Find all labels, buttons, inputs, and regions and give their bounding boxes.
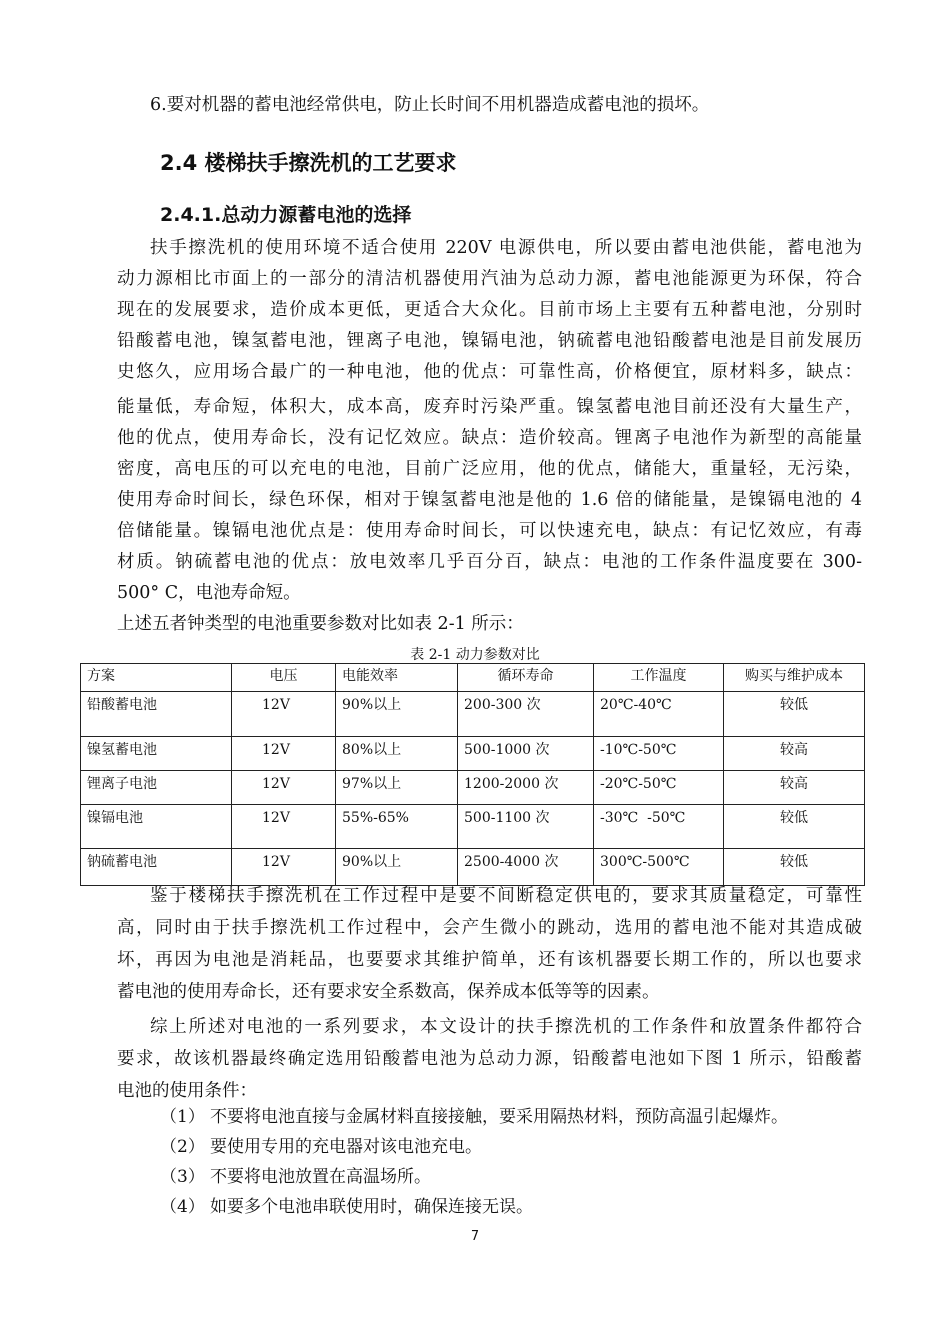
list-item-number: （2）	[160, 1137, 205, 1157]
table-cell: 90%以上	[336, 849, 458, 886]
paragraph-line: 能量低，寿命短，体积大，成本高，废弃时污染严重。镍氢蓄电池目前还没有大量生产，	[117, 397, 862, 417]
table-cell: 较低	[724, 692, 865, 737]
table-cell: -30℃ -50℃	[594, 805, 724, 849]
list-item-number: （1）	[160, 1107, 205, 1127]
table-row	[81, 849, 865, 886]
table-intro: 上述五者钟类型的电池重要参数对比如表 2-1 所示：	[117, 614, 524, 634]
table-cell: 镍氢蓄电池	[81, 737, 232, 771]
paragraph-line: 500° C，电池寿命短。	[117, 583, 301, 603]
paragraph-line: 他的优点，使用寿命长，没有记忆效应。缺点：造价较高。锂离子电池作为新型的高能量	[117, 428, 862, 448]
paragraph-line: 现在的发展要求，造价成本更低，更适合大众化。目前市场上主要有五种蓄电池，分别时	[117, 300, 862, 320]
paragraph-line: 密度，高电压的可以充电的电池，目前广泛应用，他的优点，储能大，重量轻，无污染，	[117, 459, 862, 479]
table-cell: 500-1000 次	[458, 737, 594, 771]
header-cycle-life: 循环寿命	[458, 664, 594, 692]
table-cell: 较低	[724, 849, 865, 886]
paragraph-line: 材质。钠硫蓄电池的优点：放电效率几乎百分百，缺点：电池的工作条件温度要在 300-	[117, 552, 862, 572]
paragraph-line: 倍储能量。镍镉电池优点是：使用寿命时间长，可以快速充电，缺点：有记忆效应，有毒	[117, 521, 862, 541]
paragraph-line: 坏，再因为电池是消耗品，也要要求其维护简单，还有该机器要长期工作的，所以也要求	[117, 950, 862, 970]
table-cell: -10℃-50℃	[594, 737, 724, 771]
table-cell: 12V	[232, 805, 336, 849]
page-number: 7	[470, 1229, 480, 1244]
table-cell: 12V	[232, 737, 336, 771]
table-row	[81, 805, 865, 849]
table-cell: 锂离子电池	[81, 771, 232, 805]
table-cell: 12V	[232, 771, 336, 805]
paragraph-line: 综上所述对电池的一系列要求，本文设计的扶手擦洗机的工作条件和放置条件都符合	[150, 1017, 862, 1037]
table-cell: 较高	[724, 771, 865, 805]
top-line: 6.要对机器的蓄电池经常供电，防止长时间不用机器造成蓄电池的损坏。	[150, 95, 710, 115]
list-item-number: （4）	[160, 1197, 205, 1217]
table-row	[81, 737, 865, 771]
table-cell: 铅酸蓄电池	[81, 692, 232, 737]
paragraph-line: 铅酸蓄电池，镍氢蓄电池，锂离子电池，镍镉电池，钠硫蓄电池铅酸蓄电池是目前发展历	[117, 331, 862, 351]
table-cell: 200-300 次	[458, 692, 594, 737]
table-cell: 镍镉电池	[81, 805, 232, 849]
table-row	[81, 771, 865, 805]
header-efficiency: 电能效率	[336, 664, 458, 692]
list-item-text: 要使用专用的充电器对该电池充电。	[210, 1137, 482, 1157]
list-item	[160, 1192, 533, 1222]
section-heading-2-4: 2.4 楼梯扶手擦洗机的工艺要求	[160, 151, 457, 175]
paragraph-line: 电池的使用条件：	[117, 1081, 257, 1101]
paragraph-line: 史悠久，应用场合最广的一种电池，他的优点：可靠性高，价格便宜，原材料多，缺点：	[117, 362, 862, 382]
table-cell: 1200-2000 次	[458, 771, 594, 805]
list-item-text: 如要多个电池串联使用时，确保连接无误。	[210, 1197, 533, 1217]
table-cell: 500-1100 次	[458, 805, 594, 849]
table-cell: 90%以上	[336, 692, 458, 737]
table-cell: 2500-4000 次	[458, 849, 594, 886]
table-cell: 12V	[232, 692, 336, 737]
list-item	[160, 1162, 431, 1192]
table-cell: 较高	[724, 737, 865, 771]
table-cell: 97%以上	[336, 771, 458, 805]
paragraph-line: 扶手擦洗机的使用环境不适合使用 220V 电源供电，所以要由蓄电池供能，蓄电池为	[150, 238, 862, 258]
list-item	[160, 1102, 788, 1132]
battery-parameters-table	[80, 663, 865, 886]
list-item	[160, 1132, 482, 1162]
section-heading-2-4-1: 2.4.1.总动力源蓄电池的选择	[160, 204, 412, 226]
table-caption: 表 2-1 动力参数对比	[410, 647, 540, 663]
header-temperature: 工作温度	[594, 664, 724, 692]
header-scheme: 方案	[81, 664, 232, 692]
table-row	[81, 692, 865, 737]
table-cell: 12V	[232, 849, 336, 886]
header-cost: 购买与维护成本	[724, 664, 865, 692]
table-cell: 300℃-500℃	[594, 849, 724, 886]
list-item-text: 不要将电池直接与金属材料直接接触，要采用隔热材料，预防高温引起爆炸。	[210, 1107, 788, 1127]
list-item-number: （3）	[160, 1167, 205, 1187]
paragraph-line: 动力源相比市面上的一部分的清洁机器使用汽油为总动力源，蓄电池能源更为环保，符合	[117, 269, 862, 289]
table-cell: 20℃-40℃	[594, 692, 724, 737]
paragraph-line: 蓄电池的使用寿命长，还有要求安全系数高，保养成本低等等的因素。	[117, 982, 660, 1002]
table-cell: 较低	[724, 805, 865, 849]
header-voltage: 电压	[232, 664, 336, 692]
table-cell: -20℃-50℃	[594, 771, 724, 805]
table-cell: 55%-65%	[336, 805, 458, 849]
table-cell: 钠硫蓄电池	[81, 849, 232, 886]
paragraph-line: 高，同时由于扶手擦洗机工作过程中，会产生微小的跳动，选用的蓄电池不能对其造成破	[117, 918, 862, 938]
paragraph-line: 要求，故该机器最终确定选用铅酸蓄电池为总动力源，铅酸蓄电池如下图 1 所示，铅酸蓄	[117, 1049, 862, 1069]
paragraph-line: 鉴于楼梯扶手擦洗机在工作过程中是要不间断稳定供电的，要求其质量稳定，可靠性	[150, 886, 862, 906]
table-header-row	[81, 664, 865, 692]
table-cell: 80%以上	[336, 737, 458, 771]
list-item-text: 不要将电池放置在高温场所。	[210, 1167, 431, 1187]
paragraph-line: 使用寿命时间长，绿色环保，相对于镍氢蓄电池是他的 1.6 倍的储能量，是镍镉电池的 4	[117, 490, 862, 510]
